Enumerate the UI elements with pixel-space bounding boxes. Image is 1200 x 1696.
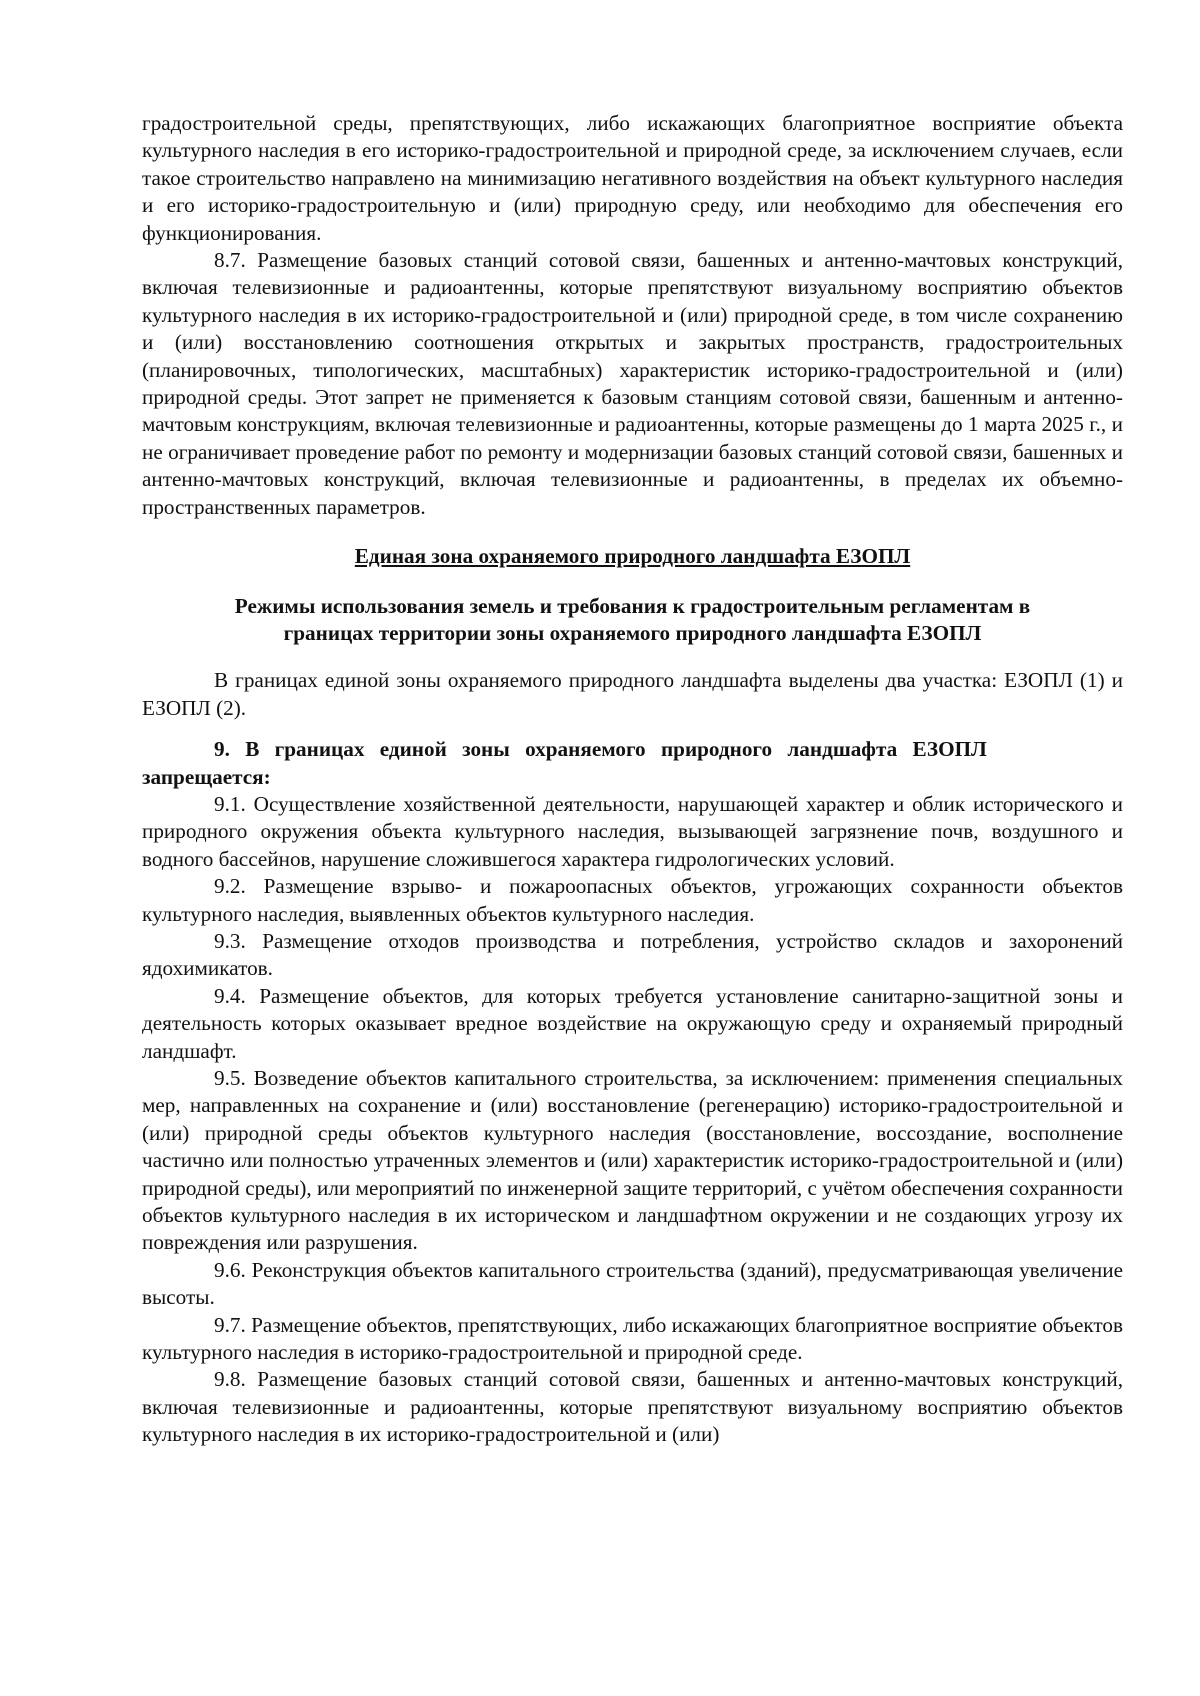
item-9-1: 9.1. Осуществление хозяйственной деятельности, нарушающей характер и облик исторического и природного окружения объекта культурного наследия, вызывающей загрязнение почв, воздушного и водного бассейнов, нарушение сложившегося характера гидрологических условий. <box>142 791 1123 871</box>
item-9-6: 9.6. Реконструкция объектов капитального строительства (зданий), предусматривающая увеличение высоты. <box>142 1257 1123 1310</box>
item-9-heading-tail: запрещается: <box>142 764 271 789</box>
item-9-heading-text: 9. В границах единой зоны охраняемого природного ландшафта ЕЗОПЛ <box>214 737 987 762</box>
section-subtitle-line-1: Режимы использования земель и требования к градостроительным регламентам в <box>234 593 1031 618</box>
item-9-3: 9.3. Размещение отходов производства и потребления, устройство складов и захоронений ядохимикатов. <box>142 928 1123 981</box>
item-9-4: 9.4. Размещение объектов, для которых требуется установление санитарно-защитной зоны и деятельность которых оказывает вредное воздействие на окружающую среду и охраняемый природный ландшафт. <box>142 983 1123 1063</box>
item-9-8: 9.8. Размещение базовых станций сотовой связи, башенных и антенно-мачтовых конструкций, включая телевизионные и радиоантенны, которые препятствуют визуальному восприятию объектов культурного наследия в их историко-градостроительной и (или) <box>142 1367 1123 1447</box>
item-8-7: 8.7. Размещение базовых станций сотовой связи, башенных и антенно-мачтовых конструкций, включая телевизионные и радиоантенны, которые препятствуют визуальному восприятию объектов культурного наследия в их историко-градостроительной и (или) природной среде, в том числе сохранению и (или) восстановлению соотношения открытых и закрытых пространств, градостроительных (планировочных, типологических, масштабных) характеристик историко-градостроительной и (или) природной среды. Этот запрет не применяется к базовым станциям сотовой связи, башенным и антенно-мачтовым конструкциям, включая телевизионные и радиоантенны, которые размещены до 1 марта 2025 г., и не ограничивает проведение работ по ремонту и модернизации базовых станций сотовой связи, башенных и антенно-мачтовых конструкций, включая телевизионные и радиоантенны, в пределах их объемно-пространственных параметров. <box>142 248 1123 519</box>
carryover-paragraph: градостроительной среды, препятствующих, либо искажающих благоприятное восприятие объекта культурного наследия в его историко-градостроительной и природной среде, за исключением случаев, если такое строительство направлено на минимизацию негативного воздействия на объект культурного наследия и его историко-градостроительную и (или) природную среду, или необходимо для обеспечения его функционирования. <box>142 111 1123 245</box>
item-9-2: 9.2. Размещение взрыво- и пожароопасных объектов, угрожающих сохранности объектов культурного наследия, выявленных объектов культурного наследия. <box>142 874 1123 926</box>
section-subtitle-line-2: границах территории зоны охраняемого природного ландшафта ЕЗОПЛ <box>283 620 982 645</box>
document-page <box>142 110 1123 1449</box>
section-subtitle <box>142 593 1123 648</box>
item-9-7: 9.7. Размещение объектов, препятствующих, либо искажающих благоприятное восприятие объектов культурного наследия в историко-градостроительной и природной среде. <box>142 1312 1123 1365</box>
intro-paragraph: В границах единой зоны охраняемого природного ландшафта выделены два участка: ЕЗОПЛ (1) и ЕЗОПЛ (2). <box>142 668 1123 720</box>
item-9-5: 9.5. Возведение объектов капитального строительства, за исключением: применения специальных мер, направленных на сохранение и (или) восстановление (регенерацию) историко-градостроительной и (или) природной среды объектов культурного наследия (восстановление, воссоздание, восполнение частично или полностью утраченных элементов и (или) характеристик историко-градостроительной и (или) природной среды), или мероприятий по инженерной защите территорий, с учётом обеспечения сохранности объектов культурного наследия в их историческом и ландшафтном окружении и не создающих угрозу их повреждения или разрушения. <box>142 1066 1123 1255</box>
item-9-heading <box>142 736 1123 791</box>
section-title: Единая зона охраняемого природного ландшафта ЕЗОПЛ <box>354 544 911 569</box>
